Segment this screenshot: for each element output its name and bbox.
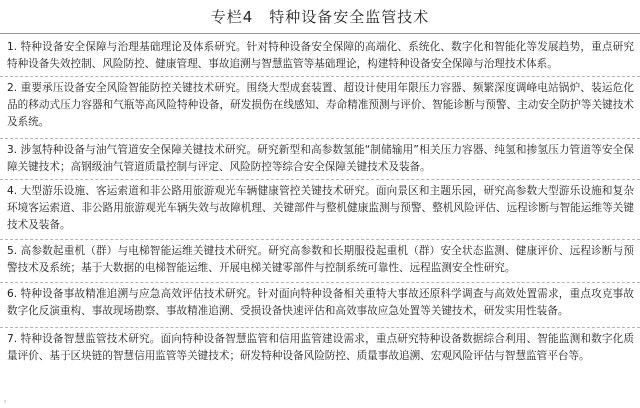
corner-mark: ◦ [3, 398, 8, 406]
list-item: 7. 特种设备智慧监管技术研究。面向特种设备智慧监管和信用监管建设需求，重点研究特种设备数据综合利用、智能监测和数字化质量评价、基于区块链的智慧信用监管等关键技术；研发特种设备风险防控、质量事故追溯、宏观风险评估与智慧监管平台等。 [7, 333, 634, 362]
list-item: 4. 大型游乐设施、客运索道和非公路用旅游观光车辆健康管控关键技术研究。面向景区和主题乐园，研究高参数大型游乐设施和复杂环境客运索道、非公路用旅游观光车辆失效与故障机理、关键部件与整机健康监测与预警、整机风险评估、远程诊断与智能运维等关键技术及装备。 [0, 180, 640, 240]
box-title: 专栏4 特种设备安全监管技术 [210, 8, 430, 26]
list-item: 5. 高参数起重机（群）与电梯智能运维关键技术研究。研究高参数和长期服役起重机（群）安全状态监测、健康评价、远程诊断与预警技术及系统；基于大数据的电梯智能运维、开展电梯关键零部件与控制系统可靠性、远程监测安全性研究。 [0, 240, 640, 283]
list-item: 1. 特种设备安全保障与治理基础理论及体系研究。针对特种设备安全保障的高端化、系统化、数字化和智能化等发展趋势，重点研究特种设备失效控制、风险防控、健康管理、事故追溯与智慧监管等基础理论，构建特种设备安全保障与治理技术体系。 [0, 34, 640, 77]
list-item: 3. 涉氢特种设备与油气管道安全保障关键技术研究。研究新型和高参数氢能“制储输用”相关压力容器、纯氢和掺氢压力管道等安全保障关键技术；高钢级油气管道质量控制与评定、风险防控等综合安全保障关键技术及装备。 [0, 139, 640, 180]
item-list [0, 34, 640, 376]
list-item: 2. 重要承压设备安全风险智能防控关键技术研究。围绕大型成套装置、超设计使用年限压力容器、频繁深度调峰电站锅炉、装运危化品的移动式压力容器和气瓶等高风险特种设备，研发损伤在线感知、寿命精准预测与评价、智能诊断与预警、主动安全防护等关键技术及系统。 [0, 77, 640, 139]
list-item: 6. 特种设备事故精准追溯与应急高效评估技术研究。针对面向特种设备相关重特大事故还原科学调查与高效处置需求，重点攻克事故数字化反演重构、事故现场勘察、事故精准追溯、受损设备快速评估和高效事故应急处置等关键技术，研发实用性装备。 [0, 283, 640, 328]
